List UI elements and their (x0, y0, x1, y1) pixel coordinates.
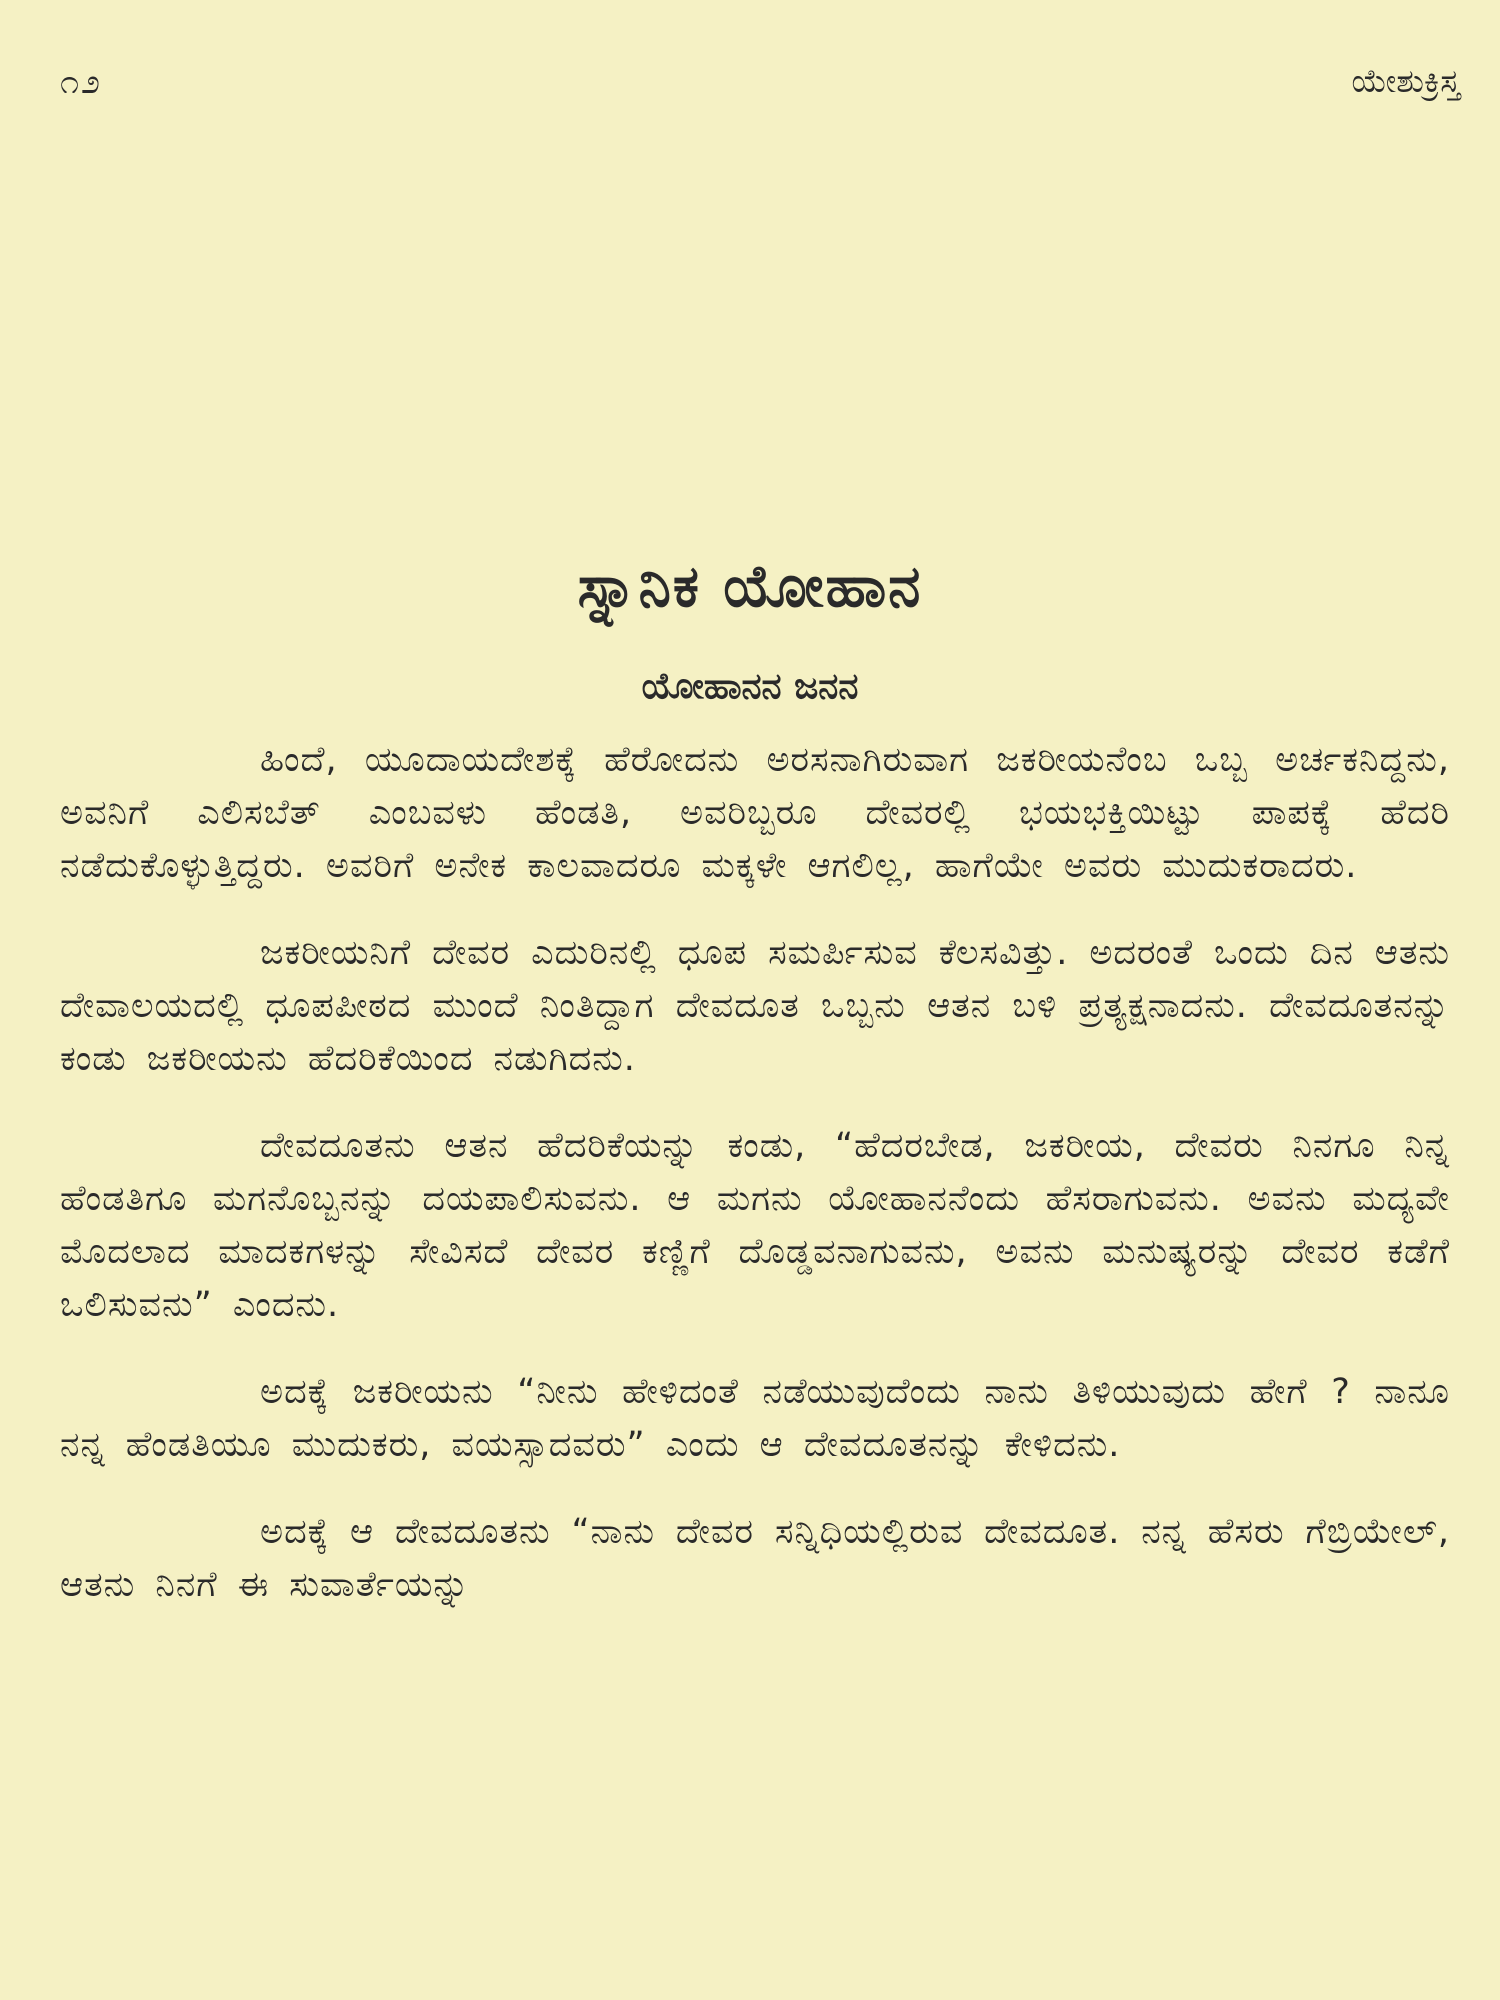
paragraph-1: ಹಿಂದೆ, ಯೂದಾಯದೇಶಕ್ಕೆ ಹೆರೋದನು ಅರಸನಾಗಿರುವಾಗ ಜಕರೀಯನೆಂಬ ಒಬ್ಬ ಅರ್ಚಕನಿದ್ದನು, ಅವನಿಗೆ ಎಲಿಸಬೆತ್ ಎಂಬವಳು ಹೆಂಡತಿ, ಅವರಿಬ್ಬರೂ ದೇವರಲ್ಲಿ ಭಯಭಕ್ತಿಯಿಟ್ಟು ಪಾಪಕ್ಕೆ ಹೆದರಿ ನಡೆದುಕೊಳ್ಳುತ್ತಿದ್ದರು. ಅವರಿಗೆ ಅನೇಕ ಕಾಲವಾದರೂ ಮಕ್ಕಳೇ ಆಗಲಿಲ್ಲ, ಹಾಗೆಯೇ ಅವರು ಮುದುಕರಾದರು. (60, 740, 1450, 886)
page-header (60, 62, 1460, 112)
paragraph-5: ಅದಕ್ಕೆ ಆ ದೇವದೂತನು “ನಾನು ದೇವರ ಸನ್ನಿಧಿಯಲ್ಲಿರುವ ದೇವದೂತ. ನನ್ನ ಹೆಸರು ಗೆಬ್ರಿಯೇಲ್, ಆತನು ನಿನಗೆ ಈ ಸುವಾರ್ತೆಯನ್ನು (60, 1512, 1450, 1605)
paragraph-3: ದೇವದೂತನು ಆತನ ಹೆದರಿಕೆಯನ್ನು ಕಂಡು, “ಹೆದರಬೇಡ, ಜಕರೀಯ, ದೇವರು ನಿನಗೂ ನಿನ್ನ ಹೆಂಡತಿಗೂ ಮಗನೊಬ್ಬನನ್ನು ದಯಪಾಲಿಸುವನು. ಆ ಮಗನು ಯೋಹಾನನೆಂದು ಹೆಸರಾಗುವನು. ಅವನು ಮದ್ಯವೇ ಮೊದಲಾದ ಮಾದಕಗಳನ್ನು ಸೇವಿಸದೆ ದೇವರ ಕಣ್ಣಿಗೆ ದೊಡ್ಡವನಾಗುವನು, ಅವನು ಮನುಷ್ಯರನ್ನು ದೇವರ ಕಡೆಗೆ ಒಲಿಸುವನು” ಎಂದನು. (60, 1126, 1450, 1325)
chapter-title: ಸ್ನಾನಿಕ ಯೋಹಾನ (577, 552, 923, 620)
body-text (60, 734, 1450, 1646)
section-heading: ಯೋಹಾನನ ಜನನ (641, 666, 859, 707)
paragraph-2: ಜಕರೀಯನಿಗೆ ದೇವರ ಎದುರಿನಲ್ಲಿ ಧೂಪ ಸಮರ್ಪಿಸುವ ಕೆಲಸವಿತ್ತು. ಅದರಂತೆ ಒಂದು ದಿನ ಆತನು ದೇವಾಲಯದಲ್ಲಿ ಧೂಪಪೀಠದ ಮುಂದೆ ನಿಂತಿದ್ದಾಗ ದೇವದೂತ ಒಬ್ಬನು ಆತನ ಬಳಿ ಪ್ರತ್ಯಕ್ಷನಾದನು. ದೇವದೂತನನ್ನು ಕಂಡು ಜಕರೀಯನು ಹೆದರಿಕೆಯಿಂದ ನಡುಗಿದನು. (60, 933, 1450, 1079)
running-head: ಯೇಶುಕ್ರಿಸ್ತ (1351, 62, 1460, 100)
page-number: ೧೨ (60, 62, 103, 102)
paragraph-4: ಅದಕ್ಕೆ ಜಕರೀಯನು “ನೀನು ಹೇಳಿದಂತೆ ನಡೆಯುವುದೆಂದು ನಾನು ತಿಳಿಯುವುದು ಹೇಗೆ ? ನಾನೂ ನನ್ನ ಹೆಂಡತಿಯೂ ಮುದುಕರು, ವಯಸ್ಸಾದವರು” ಎಂದು ಆ ದೇವದೂತನನ್ನು ಕೇಳಿದನು. (60, 1372, 1450, 1465)
